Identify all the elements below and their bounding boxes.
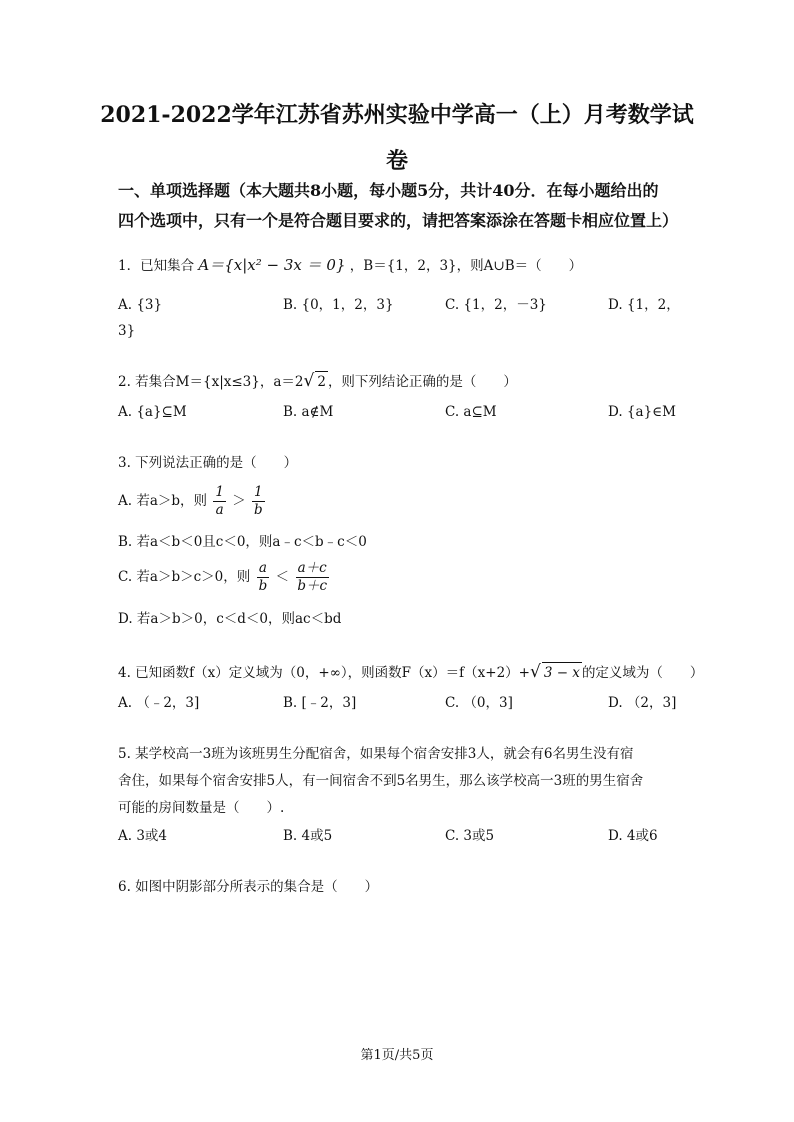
q2-sqrt-radicand: 2 xyxy=(315,371,328,392)
q5-option-d: D. 4或6 xyxy=(608,828,658,844)
q2-option-c: C. a⊆M xyxy=(445,404,497,420)
q1-option-d: D. {1，2， xyxy=(608,297,680,313)
relation-symbol: ＞ xyxy=(232,493,246,509)
q4-sqrt-radicand: 3 − x xyxy=(542,662,582,683)
q2-stem-prefix: 2. 若集合M＝{x|x≤3}，a＝2 xyxy=(118,374,304,390)
q2-option-a: A. {a}⊆M xyxy=(118,404,187,420)
question-6-stem: 6. 如图中阴影部分所表示的集合是（ ） xyxy=(118,879,379,895)
q5-option-b: B. 4或5 xyxy=(283,828,333,844)
title-line-1: 2021-2022学年江苏省苏州实验中学高一（上）月考数学试 xyxy=(100,102,694,128)
q3-option-a-prefix: A. 若a＞b，则 xyxy=(118,493,208,509)
section-heading-line-2: 四个选项中，只有一个是符合题目要求的，请把答案添涂在答题卡相应位置上） xyxy=(118,211,679,230)
question-5-line-2: 舍住，如果每个宿舍安排5人，有一间宿舍不到5名男生，那么该学校高一3班的男生宿舍 xyxy=(118,773,644,789)
question-5-line-1: 5. 某学校高一3班为该班男生分配宿舍，如果每个宿舍安排3人，就会有6名男生没有宿 xyxy=(118,746,634,762)
q1-set-a: A＝{x|x² − 3x ＝ 0} xyxy=(198,256,346,274)
q1-stem-prefix: 1．已知集合 xyxy=(118,258,195,274)
q2-option-b: B. a∉M xyxy=(283,404,334,420)
q1-option-b: B. {0，1，2，3} xyxy=(283,297,394,313)
q4-option-c: C. （0，3] xyxy=(445,695,513,711)
relation-symbol: ＜ xyxy=(275,569,290,585)
exam-title xyxy=(100,92,694,184)
fraction-one-over-b xyxy=(252,484,265,519)
q3-option-a xyxy=(118,484,267,519)
q4-option-a: A. （﹣2，3] xyxy=(118,695,200,711)
section-heading xyxy=(118,176,678,236)
q4-option-b: B. [﹣2，3] xyxy=(283,695,357,711)
fraction-a-over-b xyxy=(257,560,270,595)
q1-option-c: C. {1，2，－3} xyxy=(445,297,547,313)
fraction-denominator: a xyxy=(215,502,224,518)
fraction-numerator: a＋c xyxy=(297,560,327,576)
fraction-denominator: b xyxy=(258,578,268,594)
fraction-numerator: a xyxy=(258,560,267,576)
question-4-stem xyxy=(118,662,703,683)
q2-option-d: D. {a}∈M xyxy=(608,404,676,420)
page-footer: 第1页/共5页 xyxy=(360,1048,434,1063)
section-heading-line-1: 一、单项选择题（本大题共8小题，每小题5分，共计40分．在每小题给出的 xyxy=(118,181,659,200)
title-line-2: 卷 xyxy=(385,148,408,174)
q5-option-c: C. 3或5 xyxy=(445,828,495,844)
q3-option-c xyxy=(118,560,331,595)
fraction-denominator: b xyxy=(254,502,263,518)
q1-stem-suffix: ，B＝{1，2，3}，则A∪B＝（ ） xyxy=(349,258,583,274)
fraction-numerator: 1 xyxy=(254,484,263,500)
q4-option-d: D. （2，3] xyxy=(608,695,677,711)
q2-stem-suffix: ，则下列结论正确的是（ ） xyxy=(327,374,517,390)
fraction-a-plus-c-over-b-plus-c xyxy=(295,560,329,595)
question-5-line-3: 可能的房间数量是（ ）. xyxy=(118,800,285,816)
question-2-stem xyxy=(118,371,517,392)
sqrt-symbol: √ xyxy=(303,371,315,391)
question-3-stem: 3. 下列说法正确的是（ ） xyxy=(118,455,298,471)
sqrt-symbol: √ xyxy=(529,662,541,682)
fraction-one-over-a xyxy=(213,484,226,519)
q3-option-b: B. 若a＜b＜0且c＜0，则a﹣c＜b﹣c＜0 xyxy=(118,534,367,550)
q3-option-d: D. 若a＞b＞0，c＜d＜0，则ac＜bd xyxy=(118,611,342,627)
q1-option-a: A. {3} xyxy=(118,297,163,313)
fraction-denominator: b＋c xyxy=(297,578,328,594)
q1-option-d-continued: 3} xyxy=(118,323,136,339)
question-1-stem xyxy=(118,255,582,276)
fraction-numerator: 1 xyxy=(215,484,224,500)
q4-stem-suffix: 的定义域为（ ） xyxy=(581,665,704,681)
q4-stem-prefix: 4. 已知函数f（x）定义域为（0，+∞），则函数F（x）＝f（x+2）+ xyxy=(118,665,530,681)
q3-option-c-prefix: C. 若a＞b＞c＞0，则 xyxy=(118,569,251,585)
q5-option-a: A. 3或4 xyxy=(118,828,168,844)
